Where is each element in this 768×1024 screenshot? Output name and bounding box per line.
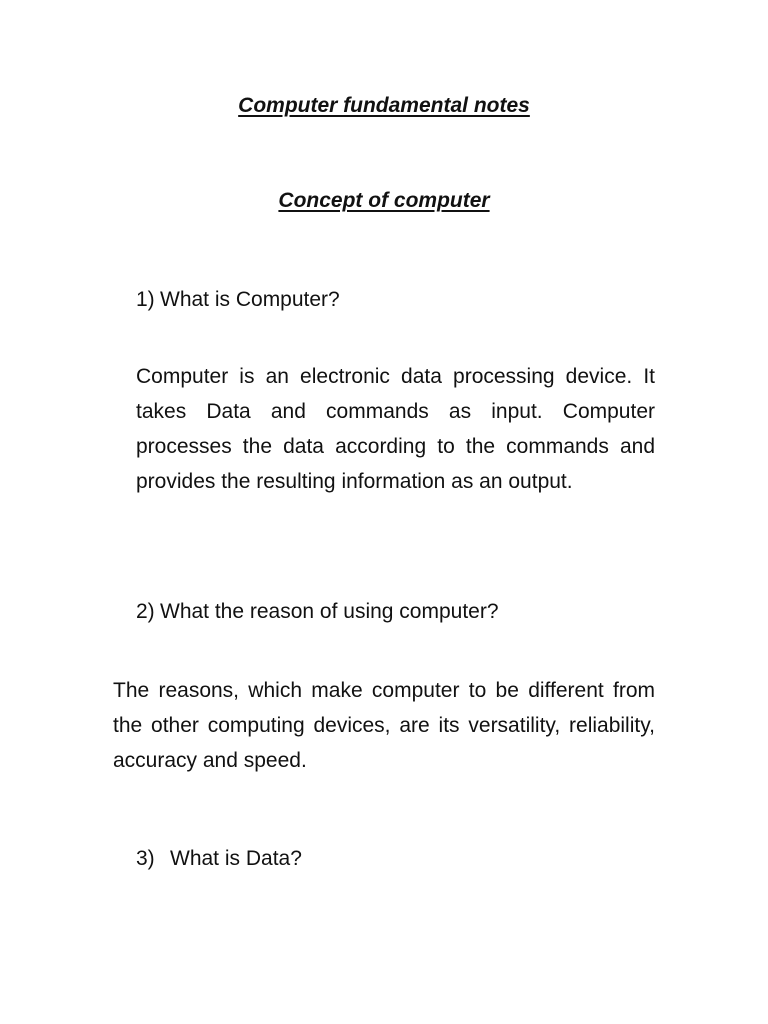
question-2 (136, 598, 499, 626)
question-3-text: What is Data? (170, 847, 302, 870)
question-3-number: 3) (136, 847, 155, 870)
question-1-text: What is Computer? (160, 288, 340, 311)
question-1-number: 1) (136, 288, 155, 311)
document-title-text: Computer fundamental notes (238, 94, 530, 117)
answer-2: The reasons, which make computer to be different from the other computing devices, are its versatility, reliability, accuracy and speed. (113, 679, 655, 772)
document-subtitle-text: Concept of computer (278, 189, 490, 212)
document-subtitle (0, 187, 768, 215)
document-title (0, 92, 768, 120)
question-3 (136, 845, 302, 873)
answer-1: Computer is an electronic data processing device. It takes Data and commands as input. Computer processes the data according to the commands and provides the resulting information as an output. (136, 365, 655, 493)
question-1 (136, 286, 340, 314)
question-2-text: What the reason of using computer? (160, 600, 499, 623)
question-2-number: 2) (136, 600, 155, 623)
